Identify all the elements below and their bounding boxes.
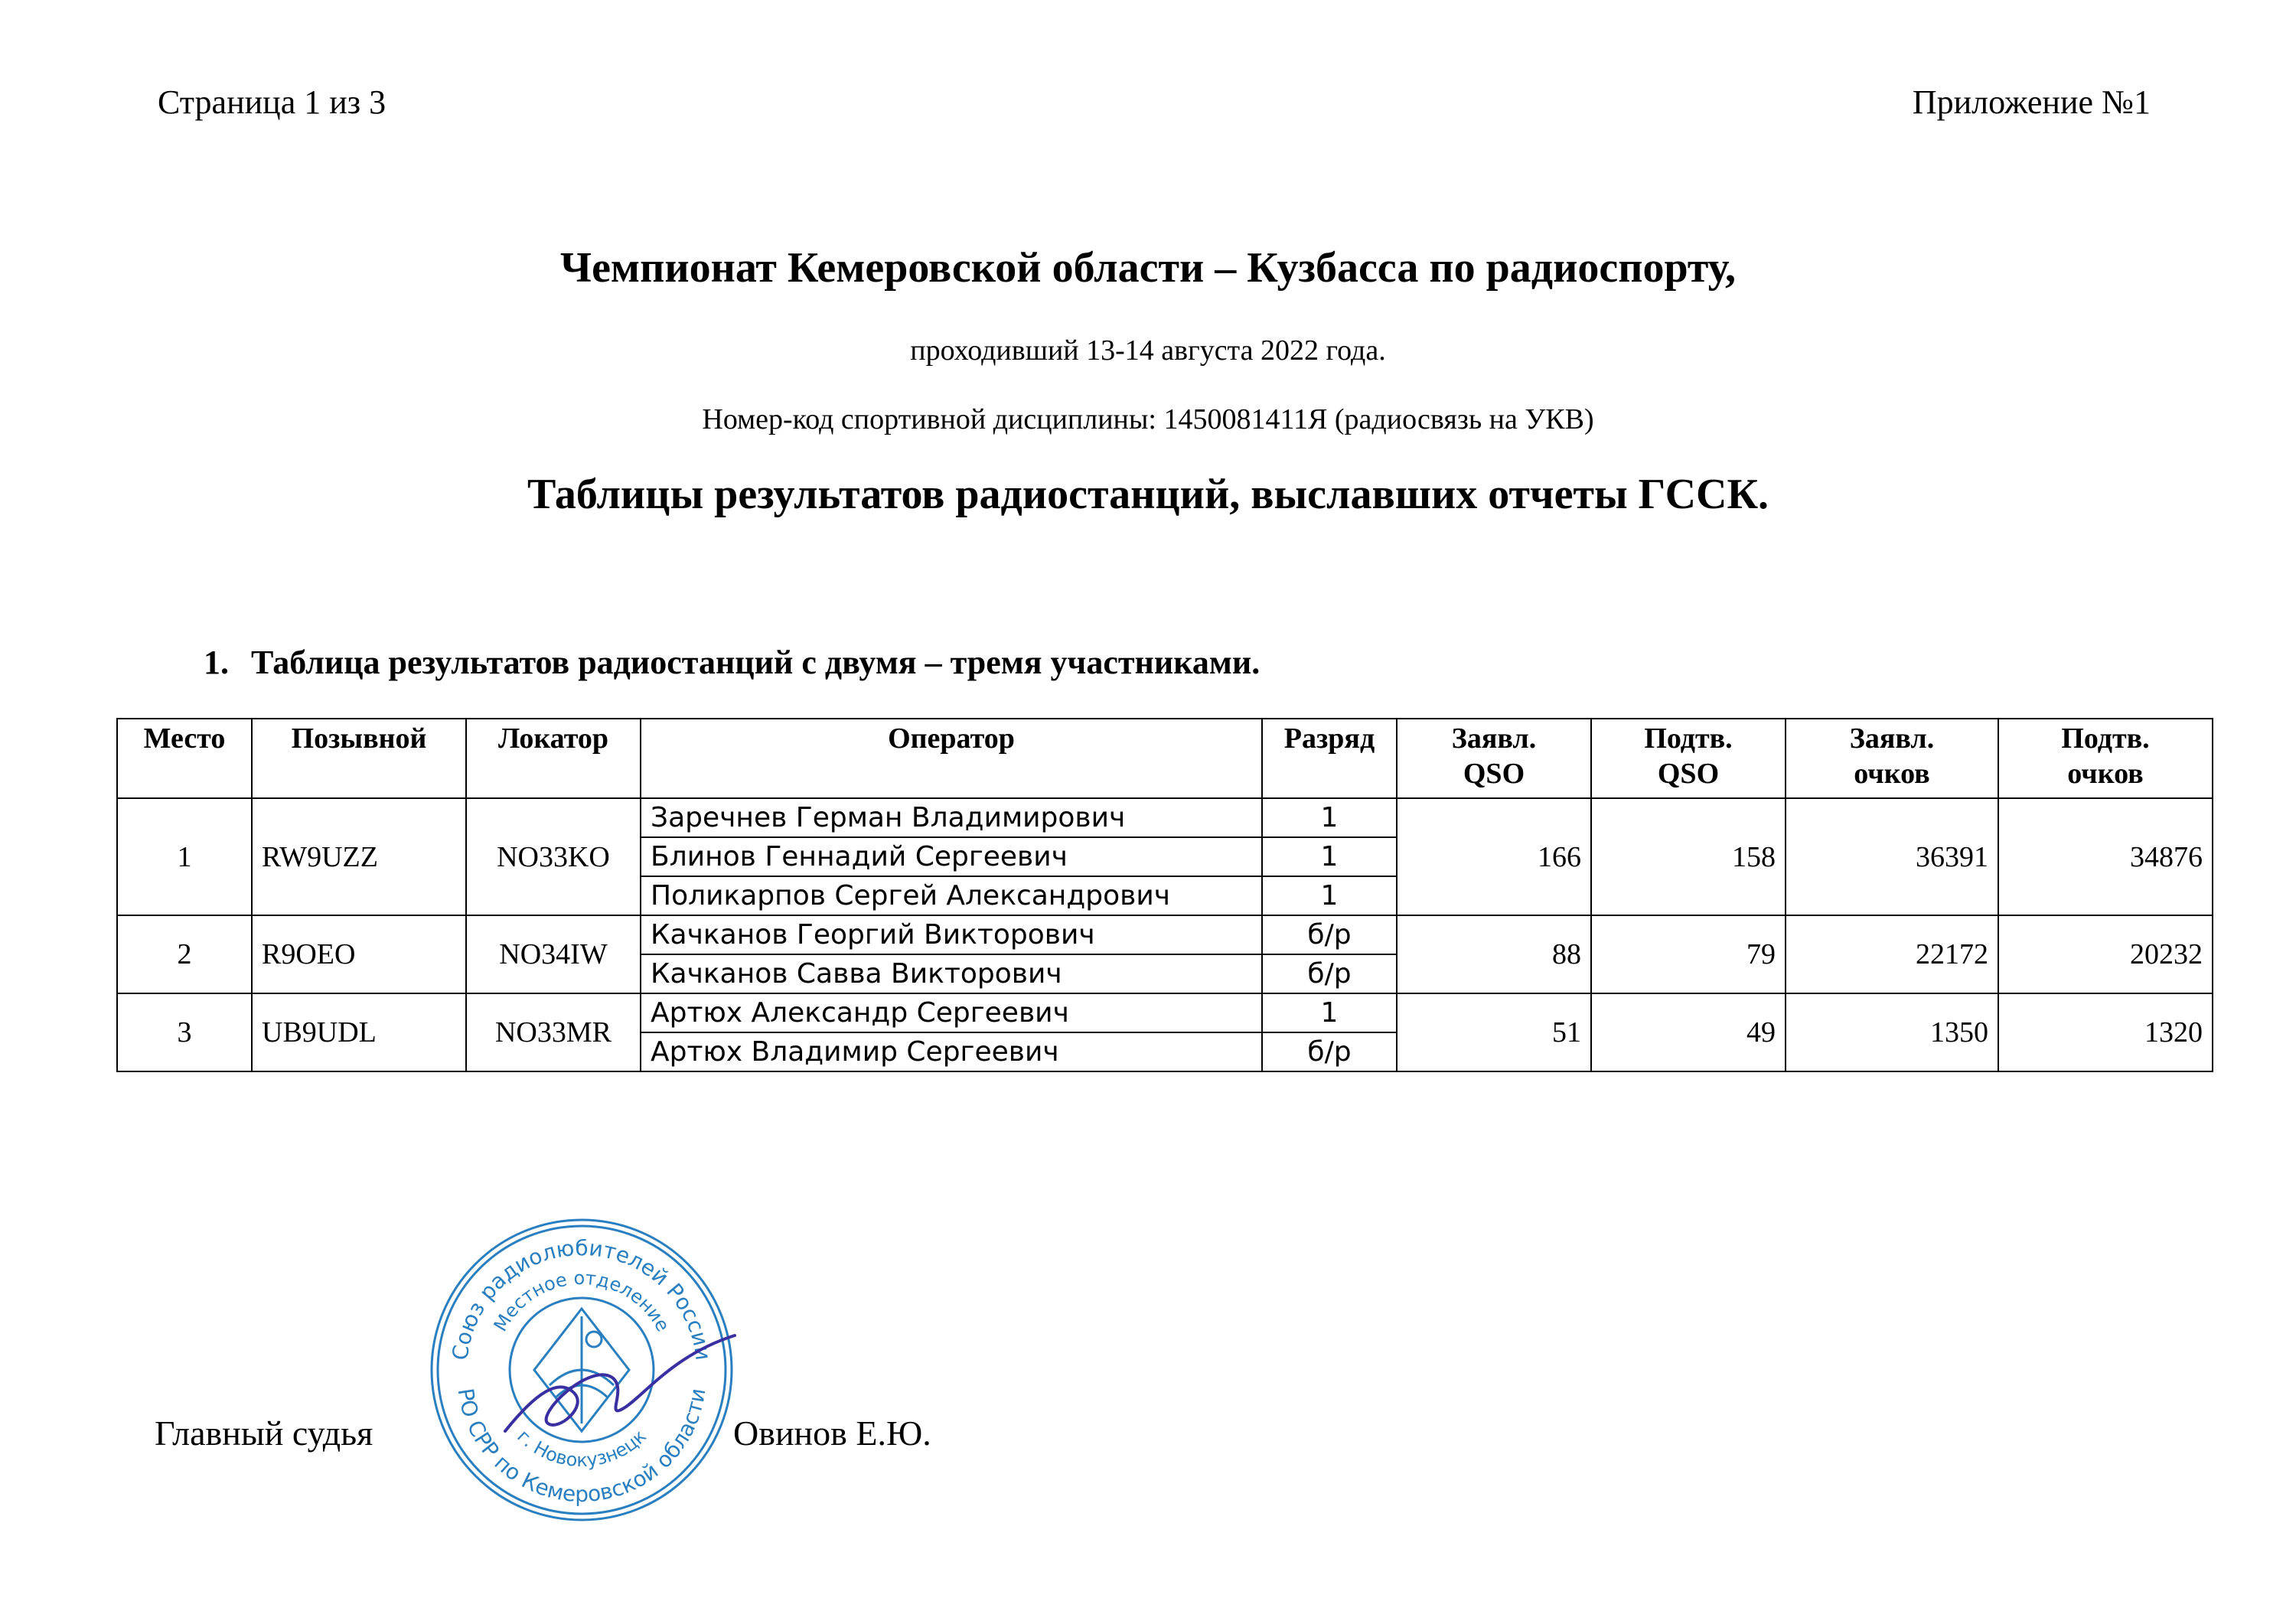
stamp-bottom-inner-text: г. Новокузнецк — [513, 1425, 651, 1471]
document-title: Чемпионат Кемеровской области – Кузбасса по радиоспорту, — [559, 244, 1737, 292]
callsign-cell: RW9UZZ — [252, 798, 466, 915]
rank-cell: 1 — [1262, 837, 1397, 876]
table-row — [117, 993, 2213, 1032]
results-table — [116, 718, 2213, 1072]
stamp-bottom-outer-text: РО СРР по Кемеровской области — [452, 1386, 711, 1507]
section-title-text: Таблица результатов радиостанций с двумя – тремя участниками. — [251, 644, 1261, 681]
operator-cell: Качканов Георгий Викторович — [641, 915, 1262, 954]
results-heading: Таблицы результатов радиостанций, выславших отчеты ГССК. — [527, 471, 1769, 518]
locator-cell: NO34IW — [466, 915, 641, 993]
place-cell: 3 — [117, 993, 252, 1071]
header-place: Место — [117, 719, 252, 798]
confirmed-points-cell: 34876 — [1998, 798, 2213, 915]
claimed-points-cell: 1350 — [1786, 993, 1998, 1071]
header-locator: Локатор — [466, 719, 641, 798]
table-row — [117, 798, 2213, 837]
claimed-points-cell: 22172 — [1786, 915, 1998, 993]
claimed-qso-cell: 51 — [1397, 993, 1591, 1071]
table-header-row — [117, 719, 2213, 798]
confirmed-qso-cell: 158 — [1591, 798, 1786, 915]
rank-cell: 1 — [1262, 993, 1397, 1032]
operator-cell: Артюх Александр Сергеевич — [641, 993, 1262, 1032]
claimed-qso-cell: 166 — [1397, 798, 1591, 915]
event-dates: проходивший 13-14 августа 2022 года. — [910, 334, 1386, 367]
header-claimed-qso: Заявл. QSO — [1397, 719, 1591, 798]
rank-cell: 1 — [1262, 798, 1397, 837]
table-row — [117, 915, 2213, 954]
official-stamp — [413, 1202, 750, 1538]
operator-cell: Поликарпов Сергей Александрович — [641, 876, 1262, 915]
stamp-inner-text: Местное отделение — [489, 1267, 674, 1335]
callsign-cell: UB9UDL — [252, 993, 466, 1071]
header-claimed-points: Заявл. очков — [1786, 719, 1998, 798]
confirmed-points-cell: 1320 — [1998, 993, 2213, 1071]
discipline-code: Номер-код спортивной дисциплины: 1450081411Я (радиосвязь на УКВ) — [702, 403, 1594, 435]
operator-cell: Заречнев Герман Владимирович — [641, 798, 1262, 837]
confirmed-qso-cell: 49 — [1591, 993, 1786, 1071]
chief-judge-name: Овинов Е.Ю. — [733, 1414, 931, 1453]
header-rank: Разряд — [1262, 719, 1397, 798]
page-counter: Страница 1 из 3 — [158, 83, 386, 121]
section-number: 1. — [204, 644, 229, 681]
operator-cell: Качканов Савва Викторович — [641, 954, 1262, 993]
header-confirmed-points: Подтв. очков — [1998, 719, 2213, 798]
confirmed-points-cell: 20232 — [1998, 915, 2213, 993]
rank-cell: б/р — [1262, 1032, 1397, 1071]
callsign-cell: R9OEO — [252, 915, 466, 993]
header-confirmed-qso: Подтв. QSO — [1591, 719, 1786, 798]
chief-judge-label: Главный судья — [155, 1414, 373, 1453]
locator-cell: NO33KO — [466, 798, 641, 915]
claimed-points-cell: 36391 — [1786, 798, 1998, 915]
claimed-qso-cell: 88 — [1397, 915, 1591, 993]
header-operator: Оператор — [641, 719, 1262, 798]
appendix-label: Приложение №1 — [1912, 83, 2151, 121]
stamp-outer-text: Союз радиолюбителей России — [447, 1234, 716, 1362]
confirmed-qso-cell: 79 — [1591, 915, 1786, 993]
rank-cell: 1 — [1262, 876, 1397, 915]
header-callsign: Позывной — [252, 719, 466, 798]
operator-cell: Блинов Геннадий Сергеевич — [641, 837, 1262, 876]
locator-cell: NO33MR — [466, 993, 641, 1071]
section-title — [204, 643, 1260, 682]
operator-cell: Артюх Владимир Сергеевич — [641, 1032, 1262, 1071]
rank-cell: б/р — [1262, 954, 1397, 993]
place-cell: 2 — [117, 915, 252, 993]
rank-cell: б/р — [1262, 915, 1397, 954]
place-cell: 1 — [117, 798, 252, 915]
